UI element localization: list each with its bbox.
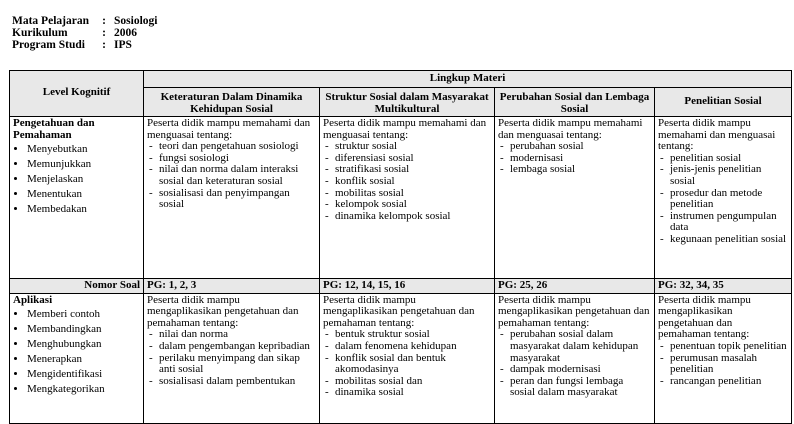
- materi-list: [658, 153, 788, 246]
- meta-key: Mata Pelajaran: [12, 15, 89, 27]
- row-pengetahuan: [10, 117, 792, 279]
- materi-item: - penentuan topik penelitian: [670, 341, 788, 353]
- header-col-perubahan: Perubahan Sosial dan Lembaga Sosial: [495, 88, 655, 117]
- row-nomor-soal: [10, 279, 792, 294]
- materi-item: - dinamika sosial: [335, 387, 491, 399]
- materi-item: - kegunaan penelitian sosial: [670, 234, 788, 246]
- materi-cell: [495, 293, 655, 423]
- level-cell-pengetahuan: [10, 117, 144, 279]
- level-title: Aplikasi: [13, 293, 53, 306]
- level-item: • Memunjukkan: [27, 159, 140, 171]
- materi-item: - konflik sosial dan bentuk akomodasinya: [335, 353, 491, 376]
- level-item: • Memberi contoh: [27, 309, 140, 321]
- materi-item: - dalam fenomena kehidupan: [335, 341, 491, 353]
- header-col-keteraturan: Keteraturan Dalam Dinamika Kehidupan Sosial: [144, 88, 320, 117]
- row-aplikasi: [10, 293, 792, 423]
- level-item-list: [13, 144, 140, 215]
- level-item: • Menjelaskan: [27, 174, 140, 186]
- header-level-kognitif: Level Kognitif: [10, 71, 144, 117]
- meta-key: Program Studi: [12, 39, 85, 52]
- materi-item: - kelompok sosial: [335, 199, 491, 211]
- header-col-penelitian: Penelitian Sosial: [655, 88, 792, 117]
- materi-item: - mobilitas sosial dan: [335, 376, 491, 388]
- materi-item: - sosialisasi dan penyimpangan sosial: [159, 188, 316, 211]
- materi-intro: Peserta didik mampu memahami dan menguasai tentang:: [658, 117, 776, 153]
- level-item: • Membedakan: [27, 204, 140, 216]
- materi-list: [147, 329, 316, 387]
- materi-intro: Peserta didik mampu mengaplikasikan pengetahuan dan pemahaman tentang:: [323, 293, 475, 329]
- materi-intro: Peserta didik mampu memahami dan menguasai tentang:: [498, 117, 643, 141]
- materi-item: - instrumen pengumpulan data: [670, 211, 788, 234]
- materi-cell: [655, 117, 792, 279]
- meta-value: 2006: [114, 27, 137, 40]
- level-item: • Menyebutkan: [27, 144, 140, 156]
- materi-item: - modernisasi: [510, 153, 651, 165]
- materi-item: - bentuk struktur sosial: [335, 329, 491, 341]
- materi-item: - sosialisasi dalam pembentukan: [159, 376, 316, 388]
- meta-sep: :: [102, 15, 106, 27]
- materi-intro: Peserta didik mampu memahami dan menguasai tentang:: [147, 117, 311, 141]
- level-item: • Mengidentifikasi: [27, 369, 140, 381]
- materi-item: - perubahan sosial dalam masyarakat dalam kehidupan masyarakat: [510, 329, 651, 364]
- materi-item: - perumusan masalah penelitian: [670, 353, 788, 376]
- header-lingkup-materi: Lingkup Materi: [144, 71, 792, 88]
- materi-item: - dinamika kelompok sosial: [335, 211, 491, 223]
- meta-sep: :: [102, 39, 106, 52]
- materi-list: [658, 341, 788, 387]
- level-title: Pengetahuan dan Pemahaman: [13, 117, 95, 141]
- materi-intro: Peserta didik mampu mengaplikasikan pengetahuan dan pemahaman tentang:: [147, 293, 299, 329]
- materi-item: - teori dan pengetahuan sosiologi: [159, 141, 316, 153]
- nomor-soal-value: PG: 32, 34, 35: [655, 279, 792, 294]
- materi-cell: [320, 293, 495, 423]
- meta-value: Sosiologi: [114, 15, 158, 27]
- materi-item: - penelitian sosial: [670, 153, 788, 165]
- materi-cell: [655, 293, 792, 423]
- materi-list: [498, 141, 651, 176]
- materi-cell: [144, 293, 320, 423]
- nomor-soal-label: Nomor Soal: [10, 279, 144, 294]
- materi-list: [323, 141, 491, 222]
- materi-cell: [495, 117, 655, 279]
- level-item: • Menentukan: [27, 189, 140, 201]
- materi-list: [147, 141, 316, 211]
- meta-key: Kurikulum: [12, 27, 68, 40]
- materi-list: [323, 329, 491, 399]
- materi-list: [498, 329, 651, 399]
- materi-item: - nilai dan norma dalam interaksi sosial dan keteraturan sosial: [159, 164, 316, 187]
- materi-item: - mobilitas sosial: [335, 188, 491, 200]
- level-item-list: [13, 309, 140, 395]
- materi-cell: [144, 117, 320, 279]
- materi-item: - jenis-jenis penelitian sosial: [670, 164, 788, 187]
- materi-item: - struktur sosial: [335, 141, 491, 153]
- materi-intro: Peserta didik mampu mengaplikasikan pengetahuan dan pemahaman tentang:: [498, 293, 650, 329]
- materi-item: - nilai dan norma: [159, 329, 316, 341]
- materi-cell: [320, 117, 495, 279]
- materi-item: - peran dan fungsi lembaga sosial dalam masyarakat: [510, 376, 651, 399]
- materi-item: - perubahan sosial: [510, 141, 651, 153]
- materi-item: - perilaku menyimpang dan sikap anti sosial: [159, 353, 316, 376]
- level-item: • Menerapkan: [27, 354, 140, 366]
- materi-intro: Peserta didik mampu mengaplikasikan pengetahuan dan pemahaman tentang:: [658, 293, 751, 341]
- meta-row-kurikulum: [12, 27, 157, 39]
- header-col-struktur: Struktur Sosial dalam Masyarakat Multikultural: [320, 88, 495, 117]
- nomor-soal-value: PG: 12, 14, 15, 16: [320, 279, 495, 294]
- materi-item: - stratifikasi sosial: [335, 164, 491, 176]
- meta-row-mapel: [12, 15, 157, 27]
- materi-item: - diferensiasi sosial: [335, 153, 491, 165]
- materi-item: - fungsi sosiologi: [159, 153, 316, 165]
- level-item: • Mengkategorikan: [27, 384, 140, 396]
- document-meta: [12, 15, 157, 52]
- meta-sep: :: [102, 27, 106, 40]
- level-item: • Menghubungkan: [27, 339, 140, 351]
- nomor-soal-value: PG: 1, 2, 3: [144, 279, 320, 294]
- meta-value: IPS: [114, 39, 132, 52]
- meta-row-prodi: [12, 39, 157, 51]
- nomor-soal-value: PG: 25, 26: [495, 279, 655, 294]
- materi-intro: Peserta didik mampu memahami dan menguasai tentang:: [323, 117, 487, 141]
- materi-item: - dalam pengembangan kepribadian: [159, 341, 316, 353]
- materi-item: - konflik sosial: [335, 176, 491, 188]
- materi-item: - rancangan penelitian: [670, 376, 788, 388]
- materi-item: - dampak modernisasi: [510, 364, 651, 376]
- level-cell-aplikasi: [10, 293, 144, 423]
- materi-item: - lembaga sosial: [510, 164, 651, 176]
- kisi-kisi-table: [9, 70, 792, 424]
- level-item: • Membandingkan: [27, 324, 140, 336]
- materi-item: - prosedur dan metode penelitian: [670, 188, 788, 211]
